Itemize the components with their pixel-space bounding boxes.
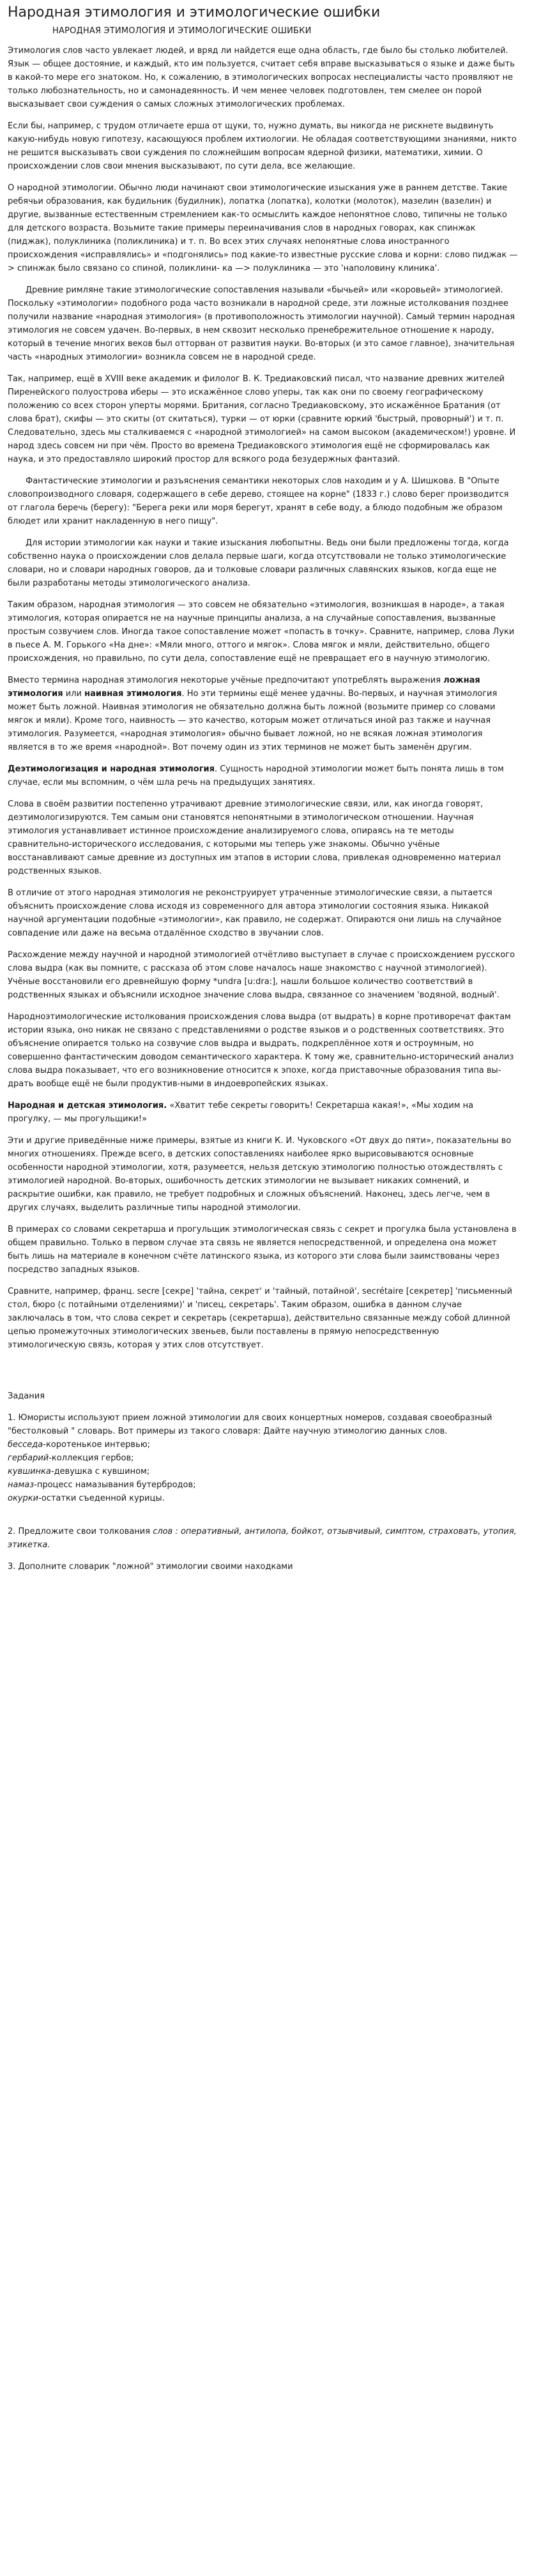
task-1-gloss: -процесс намазывания бутербродов; [34,1480,196,1490]
task-1-item [8,1451,518,1465]
task-1-item [8,1478,518,1492]
task-1-word: окурки [8,1494,39,1503]
paragraph-history: Для истории этимологии как науки и такие изыскания любопытны. Ведь они были предложены тогда, когда собственно наука о происхождении слов делала первые шаги, когда отсутствовали не только этимологические словари, но и словари народных говоров, да и толковые словари различных славянских языков, когда еще не были разработаны методы этимологического анализа. [8,538,509,588]
task-2-label: слов : [153,1527,178,1536]
paragraph-definition: Таким образом, народная этимология — это совсем не обязательно «этимология, возникшая в народе», а такая этимология, которая опирается не на научные принципы анализа, а на случайные сопоставления, вызванные простым созвучием слов. Иногда такое сопоставление может «попасть в точку». Сравните, например, слова Луки в пьесе А. М. Горького «На дне»: «Мяли много, оттого и мягок». Слова мягок и мяли, действительно, общего происхождения, но правильно, по сути дела, сопоставление ещё не превращает его в научную этимологию. [8,600,515,663]
paragraph-trediakovsky: Так, например, ещё в XVIII веке академик и филолог В. К. Тредиаковский писал, что название древних жителей Пиренейского полуострова иберы — это искажённое слово уперы, так как они по своему географическому положению со всех сторон уперты морями. Британия, согласно Тредиаковскому, это искажённое Братания (от слова брат), скифы — это скиты (от скитаться), турки — от юрки (сравните юркий 'быстрый, проворный') и т. п. Следовательно, здесь мы сталкиваемся с «народной этимологией» на самом высоком (академическом!) уровне. И народ здесь совсем ни при чём. Просто во времена Тредиаковского этимология ещё не сформировалась как наука, и это предоставляло широкий простор для всякого рода безудержных фантазий. [8,374,516,464]
task-1-word: бесседа [8,1440,43,1450]
assignment-heading: Задания [8,1391,45,1401]
task-1-intro: 1. Юмористы используют прием ложной этимологии для своих концертных номеров, создавая своеобразный "бестолковый " словарь. Вот примеры из такого словаря: Дайте научную этимологию данных слов. [8,1413,492,1436]
paragraph-terms-or: или [65,689,82,699]
paragraph-folk-etymology: О народной этимологии. Обычно люди начинают свои этимологические изыскания уже в раннем детстве. Такие ребячьи образования, как будильник (будилник), лопатка (лопатка), колотки (молоток), мазелин (вазелин) и другие, вызванные естественным стремлением как-то осмыслить каждое непонятное слово, типичны не только для детского возраста. Возьмите такие примеры переиначивания слов в народных говорах, как спинжак (пиджак), полуклиника (поликлиника) и т. п. Во всех этих случаях непонятные слова иностранного происхождения «исправлялись» и «подгонялись» под какие-то известные русские слова и корни: слово пиджак —> спинжак было связано со спиной, поликлини- ка —> полуклиника — это 'наполовину клиника'. [8,183,518,273]
section-gap [8,1513,518,1525]
task-3: 3. Дополните словарик "ложной" этимологии своими находками [8,1562,293,1572]
task-2 [8,1525,518,1552]
paragraph-terms-intro: Вместо термина народная этимология некоторые учёные предпочитают употреблять выражения [8,676,441,685]
term-false-etymology: ложная этимология [8,676,480,699]
task-1-word: кувшинка [8,1467,51,1476]
paragraph-deetymologization-rest: . Сущность народной этимологии может быть понята лишь в том случае, если мы вспомним, о чём шла речь на предыдущих занятиях. [8,764,504,787]
paragraph-terms-rest: . Но эти термины ещё менее удачны. Во-первых, и научная этимология может быть ложной. Наивная этимология не обязательно должна быть ложной (возьмите пример со словами мягок и мяли). Кроме того, наивность — это качество, которым может отличаться иной раз также и научная этимология. Разумеется, «народная этимология» обычно бывает ложной, но не всякая ложная этимология является в то же время «народной». Вот почему один из этих терминов не может быть заменён другим. [8,689,498,752]
page-title: Народная этимология и этимологические ошибки [8,4,381,20]
paragraph-secretary: В примерах со словами секретарша и прогульщик этимологическая связь с секрет и прогулка была установлена в общем правильно. Только в первом случае эта связь не является непосредственной, и определена она может быть лишь на материале в конечном счёте латинского языка, из которого эти слова были заимствованы через посредство западных языков. [8,1225,517,1275]
task-1-gloss: -коллекция гербов; [49,1453,134,1463]
task-1 [8,1411,518,1505]
paragraph-intro: Этимология слов часто увлекает людей, и вряд ли найдется еще одна область, где было бы столько любителей. Язык — общее достояние, и каждый, кто им пользуется, считает себя вправе высказываться о языке и даже быть в какой-то мере его знатоком. Но, к сожалению, в этимологических вопросах неспециалисты часто проявляют не только любознательность, но и самонадеянность. И чем менее человек подготовлен, тем смелее он порой высказывает свои суждения о самых сложных этимологических проблемах. [8,46,515,109]
page-subtitle: НАРОДНАЯ ЭТИМОЛОГИЯ И ЭТИМОЛОГИЧЕСКИЕ ОШИБКИ [52,26,312,36]
document [0,4,526,1597]
paragraph-children [8,1099,518,1126]
paragraph-scientific: Слова в своём развитии постепенно утрачивают древние этимологические связи, или, как иногда говорят, деэтимологизируются. Тем самым они становятся непонятными в этимологическом отношении. Научная этимология устанавливает истинное происхождение анализируемого слова, опираясь на те методы сравнительно-исторического исследования, с которыми мы теперь уже знакомы. Обычно учёные восстанавливают самые древние из доступных им этапов в истории слова, привлекая одновременно материал родственных языков. [8,799,501,876]
section-gap [8,1360,518,1390]
task-1-item [8,1465,518,1478]
paragraph-chukovsky: Эти и другие приведённые ниже примеры, взятые из книги К. И. Чуковского «От двух до пяти», показательны во многих отношениях. Прежде всего, в детских сопоставлениях наиболее ярко вырисовываются основные особенности народной этимологии, хотя, разумеется, нельзя детскую этимологию полностью отождествлять с этимологией народной. Во-вторых, ошибочность детских этимологии не вызывает никаких сомнений, и раскрытие ошибки, как правило, не требует подробных и сложных объяснений. Наконец, здесь легче, чем в других случаях, выделить различные типы народной этимологии. [8,1136,512,1213]
task-1-gloss: -коротенькое интервью; [43,1440,151,1450]
paragraph-terms [8,674,518,754]
paragraph-expertise: Если бы, например, с трудом отличаете ершa от щуки, то, нужно думать, вы никогда не рискнете выдвинуть какую-нибудь новую гипотезу, касающуюся проблем ихтиологии. Не обладая соответствующими знаниями, никто не решится высказывать свои суждения по сложнейшим вопросам ядерной физики, математики, химии. О происхождении слов свои мнения высказывают, по сути дела, все желающие. [8,121,517,171]
task-1-word: намаз [8,1480,34,1490]
paragraph-roman-term: Древние римляне такие этимологические сопоставления называли «бычьей» или «коровьей» этимологией. Поскольку «этимологии» подобного рода часто возникали в народной среде, эти ложные истолкования позднее получили название «народная этимология» (в противоположность этимологии научной). Самый термин народная этимология не совсем удачен. Во-первых, в нем сквозит несколько пренебрежительное отношение к народу, который в течение многих веков был отторван от развития науки. Во-вторых (и это самое главное), значительная часть «народных этимологии» возникла совсем не в народной среде. [8,285,515,362]
paragraph-french: Сравните, например, франц. secre [секре] 'тайна, секрет' и 'тайный, потайной', secrétaire [секретер] 'письменный стол, бюро (с потайными отделениями)' и 'писец, секретарь'. Таким образом, ошибка в данном случае заключалась в том, что слова секрет и секретарь (секретарша), действительно связанные между собой длинной цепью промежуточных этимологических звеньев, были поставлены в прямую непосредственную этимологическую связь, которая у этих слов отсутствует. [8,1287,512,1350]
task-1-gloss: -девушка с кувшином; [50,1467,150,1476]
heading-children-etymology: Народная и детская этимология. [8,1101,167,1110]
paragraph-vydra-folk: Народноэтимологические истолкования происхождения слова выдра (от выдрать) в корне противоречат фактам истории языка, оно никак не связано с представлениями о родстве языков и о родственных соответствиях. Это объяснение опирается только на созвучие слов выдра и выдрать, подкреплённое хотя и остроумным, но совершенно фантастическим доводом семантического характера. К тому же, сравнительно-исторический анализ слова выдра показывает, что его возникновение относится к эпохе, когда приставочные образования типа вы-драть вообще ещё не были продуктив-ными в индоевропейских языках. [8,1012,514,1089]
task-1-item [8,1438,518,1451]
heading-deetymologization: Деэтимологизация и народная этимология [8,764,215,774]
task-2-words: оперативный, антилопа, бойкот, отзывчивый, симптом, страховать, утопия, этикетка. [8,1527,517,1550]
paragraph-deetymologization [8,762,518,789]
task-1-item [8,1492,518,1505]
task-1-gloss: -остатки съеденной курицы. [38,1494,165,1503]
paragraph-contrast: В отличие от этого народная этимология не реконструирует утраченные этимологические связи, а пытается объяснить происхождение слова исходя из современного для автора этимологии состояния языка. Никакой научной аргументации подобные «этимологии», как правило, не содержат. Опираются они лишь на случайное совпадение или даже на весьма отдалённое сходство в звучании слов. [8,888,502,938]
term-naive-etymology: наивная этимология [84,689,182,699]
paragraph-children-quote: «Хватит тебе секреты говорить! Секретарша какая!», «Мы ходим на прогулку, — мы прогульщики!» [8,1101,474,1124]
paragraph-vydra: Расхождение между научной и народной этимологией отчётливо выступает в случае с происхождением русского слова выдра (как вы помните, с рассказа об этом слове началось наше знакомство с научной этимологией). Учёные восстановили его древнейшую форму *undra [u:dra:], нашли большое количество соответствий в родственных языках и объяснили исходное значение слова выдра, связанное со значением 'водяной, водный'. [8,950,515,1000]
task-2-prefix: 2. Предложите свои толкования [8,1527,151,1536]
paragraph-shishkov: Фантастические этимологии и разъяснения семантики некоторых слов находим и у А. Шишкова. В "Опыте словопроизводного словаря, содержащего в себе дерево, стоящее на корне" (1833 г.) слово берег производится от глагола беречь (берегу): "Берега реки или моря берегут, хранят в себе воду, а блюдо подобным же образом блюдет или хранит накладенную в него пищу". [8,476,509,526]
task-1-word: гербарий [8,1453,49,1463]
